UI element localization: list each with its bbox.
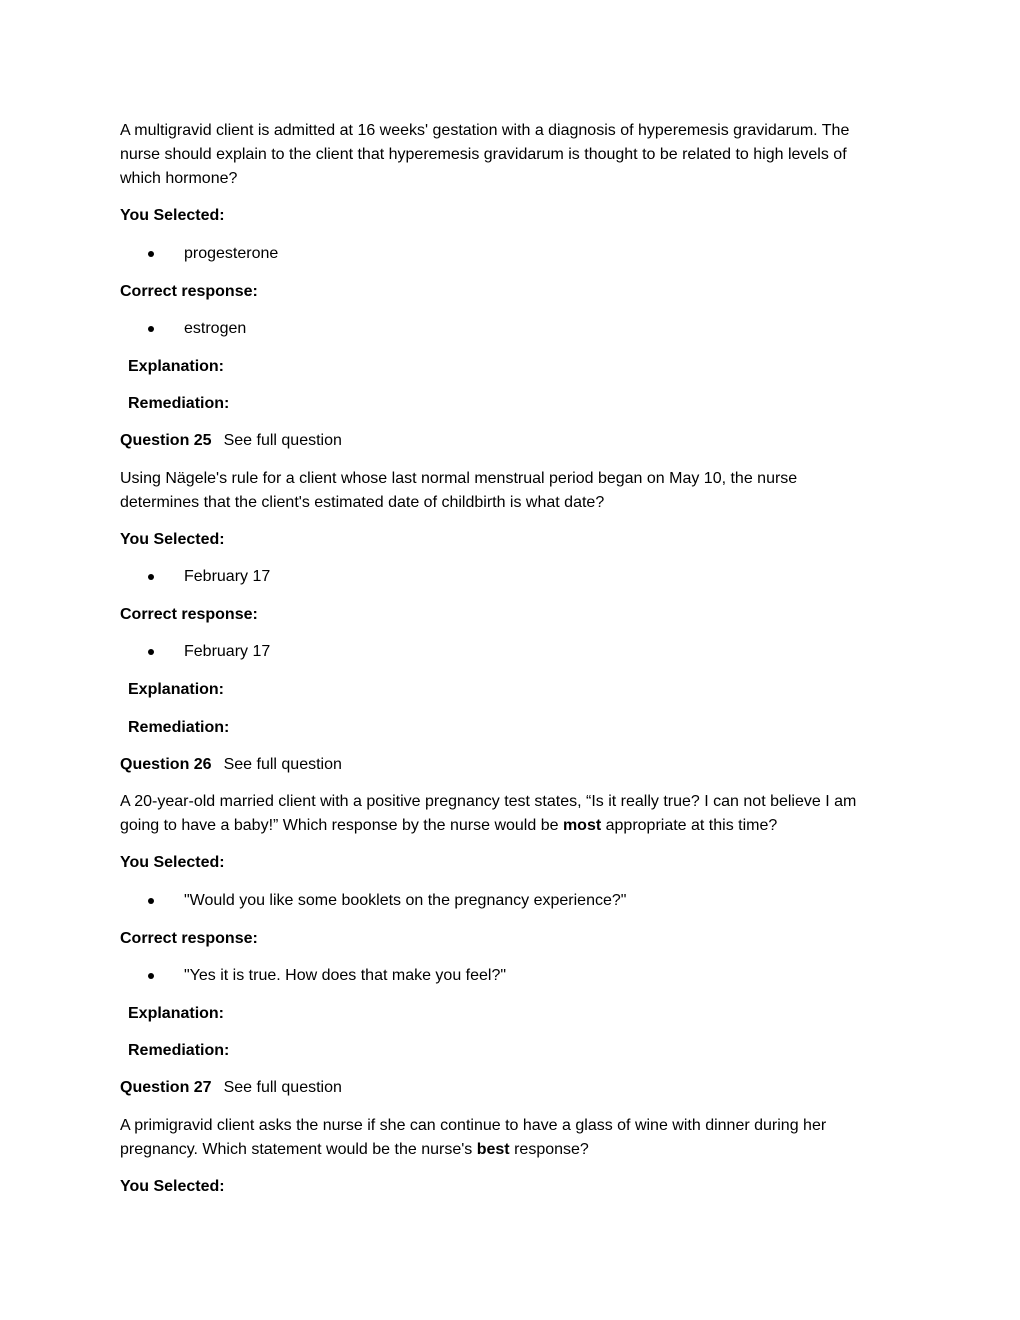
bullet-icon bbox=[148, 898, 154, 904]
question-24-remediation-label: Remediation: bbox=[128, 395, 230, 412]
question-27-emphasis: best bbox=[476, 1141, 510, 1158]
question-26-selected-answer: "Would you like some booklets on the pregnancy experience?" bbox=[184, 892, 627, 909]
question-26-explanation-label: Explanation: bbox=[128, 1005, 225, 1022]
question-26-remediation-label: Remediation: bbox=[128, 1042, 230, 1059]
question-25-see-full-link[interactable]: See full question bbox=[223, 432, 342, 449]
question-25-text-line-1: Using Nägele's rule for a client whose last normal menstrual period began on May 10, the nurse bbox=[120, 470, 798, 487]
question-27-text-line-2 bbox=[120, 1138, 589, 1162]
question-26-text-line-2-end: appropriate at this time? bbox=[601, 817, 778, 834]
question-25-number: Question 25 bbox=[120, 432, 212, 449]
bullet-icon bbox=[148, 251, 154, 257]
question-27-you-selected-label: You Selected: bbox=[120, 1178, 225, 1195]
question-24-text-line-2: nurse should explain to the client that hyperemesis gravidarum is thought to be related to high levels of bbox=[120, 146, 847, 163]
question-25-selected-answer: February 17 bbox=[184, 568, 271, 585]
bullet-icon bbox=[148, 326, 154, 332]
question-26-text-line-2-start: going to have a baby!” Which response by the nurse would be bbox=[120, 817, 563, 834]
question-25-text-line-2: determines that the client's estimated date of childbirth is what date? bbox=[120, 494, 605, 511]
question-27-text-line-2-end: response? bbox=[509, 1141, 589, 1158]
question-26-number: Question 26 bbox=[120, 756, 212, 773]
question-25-correct-label: Correct response: bbox=[120, 606, 258, 623]
question-26-header bbox=[120, 753, 342, 777]
question-25-correct-answer: February 17 bbox=[184, 643, 271, 660]
question-24-text-line-1: A multigravid client is admitted at 16 weeks' gestation with a diagnosis of hyperemesis gravidarum. The bbox=[120, 122, 850, 139]
question-26-text-line-1: A 20-year-old married client with a positive pregnancy test states, “Is it really true? I can not believe I am bbox=[120, 793, 857, 810]
question-26-correct-label: Correct response: bbox=[120, 930, 258, 947]
question-27-see-full-link[interactable]: See full question bbox=[223, 1079, 342, 1096]
bullet-icon bbox=[148, 649, 154, 655]
question-26-text-line-2 bbox=[120, 814, 777, 838]
question-26-emphasis: most bbox=[562, 817, 602, 834]
question-27-text-line-2-start: pregnancy. Which statement would be the nurse's bbox=[120, 1141, 477, 1158]
question-25-remediation-label: Remediation: bbox=[128, 719, 230, 736]
question-27-text-line-1: A primigravid client asks the nurse if she can continue to have a glass of wine with dinner during her bbox=[120, 1117, 827, 1134]
question-24-you-selected-label: You Selected: bbox=[120, 207, 225, 224]
question-25-you-selected-label: You Selected: bbox=[120, 531, 225, 548]
question-27-number: Question 27 bbox=[120, 1079, 212, 1096]
question-25-explanation-label: Explanation: bbox=[128, 681, 225, 698]
question-24-selected-answer: progesterone bbox=[184, 245, 279, 262]
question-26-you-selected-label: You Selected: bbox=[120, 854, 225, 871]
question-26-see-full-link[interactable]: See full question bbox=[223, 756, 342, 773]
question-24-correct-answer: estrogen bbox=[184, 320, 247, 337]
bullet-icon bbox=[148, 574, 154, 580]
question-26-correct-answer: "Yes it is true. How does that make you feel?" bbox=[184, 967, 507, 984]
question-24-explanation-label: Explanation: bbox=[128, 358, 225, 375]
question-24-text-line-3: which hormone? bbox=[120, 170, 238, 187]
question-27-header bbox=[120, 1076, 342, 1100]
question-25-header bbox=[120, 429, 342, 453]
question-24-correct-label: Correct response: bbox=[120, 283, 258, 300]
bullet-icon bbox=[148, 973, 154, 979]
